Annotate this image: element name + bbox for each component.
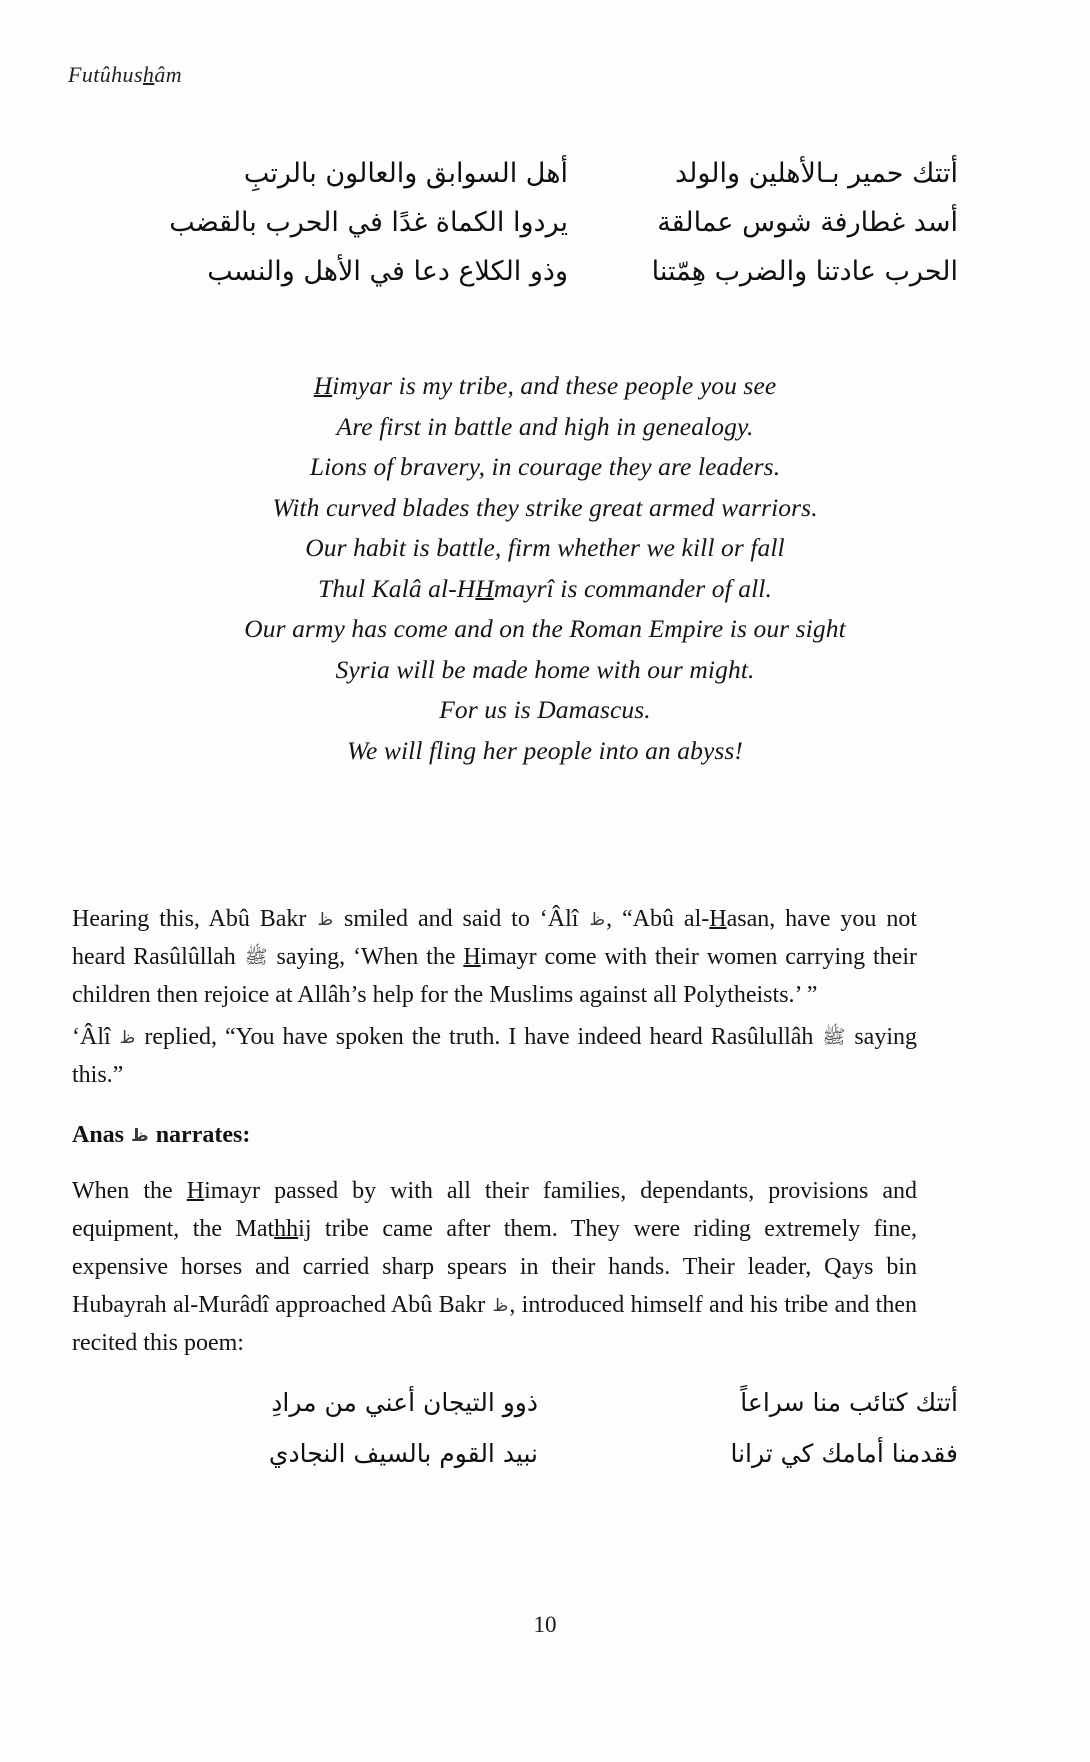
arabic-hemistich-right: فقدمنا أمامك كي ترانا <box>730 1439 958 1468</box>
radiyallahu-anhu-icon: ظ <box>317 910 334 930</box>
verse-line: Our habit is battle, firm whether we kill or fall <box>305 533 785 562</box>
verse-line: Himyar is my tribe, and these people you see <box>313 371 777 400</box>
verse-line: We will fling her people into an abyss! <box>346 735 744 765</box>
radiyallahu-anhu-icon: ظ <box>119 1028 136 1048</box>
arabic-hemistich-left: وذو الكلاع دعا في الأهل والنسب <box>207 256 568 287</box>
running-head <box>68 62 182 88</box>
radiyallahu-anhu-icon: ظ <box>589 910 606 930</box>
arabic-hemistich-right: أسد غطارفة شوس عمالقة <box>657 207 958 238</box>
paragraph-hearing-this: Hearing this, Abû Bakr ظ smiled and said to ‘Âlî ظ, “Abû al-Hasan, have you not heard Rasûlûllah ﷺ saying, ‘When the Himayr come with their women carrying their children then rejoice at Allâh’s help for the Muslims against all Polytheists.’ ” <box>72 906 918 1008</box>
paragraph-when-the-himayr-passed: When the Himayr passed by with all their families, dependants, provisions and equipment, the Mathhij tribe came after them. They were riding extremely fine, expensive horses and carried sharp spears in their hands. Their leader, Qays bin Hubayrah al-Murâdî approached Abû Bakr ظ, introduced himself and his tribe and then recited this poem: <box>72 1178 917 1356</box>
arabic-verse-line <box>78 1441 958 1466</box>
verse-line: Are first in battle and high in genealogy. <box>336 411 754 441</box>
verse-line: Our army has come and on the Roman Empire is our sight <box>244 614 846 643</box>
underlined-transliteration: H <box>709 906 727 932</box>
arabic-verse-line <box>78 209 958 236</box>
underlined-transliteration: H <box>463 944 481 970</box>
underlined-transliteration: H <box>186 1178 205 1204</box>
section-heading-anas-narrates: Anas ظ narrates: <box>72 1122 251 1148</box>
arabic-hemistich-right: الحرب عادتنا والضرب هِمّتنا <box>651 256 958 287</box>
arabic-verse-line <box>78 160 958 187</box>
arabic-hemistich-right: أتتك كتائب منا سراعاً <box>740 1388 958 1417</box>
radiyallahu-anhu-icon: ظ <box>131 1126 149 1146</box>
verse-line: For us is Damascus. <box>439 695 651 724</box>
page-number <box>0 1612 1090 1638</box>
verse-line: With curved blades they strike great armed warriors. <box>272 492 818 522</box>
arabic-hemistich-left: أهل السوابق والعالون بالرتبِ <box>243 158 568 189</box>
underlined-transliteration: hh <box>274 1216 299 1242</box>
running-head-text: Futûhushâm <box>68 62 183 87</box>
arabic-hemistich-left: ذوو التيجان أعني من مرادِ <box>271 1388 538 1417</box>
sallallahu-alayhi-wasallam-icon: ﷺ <box>822 1026 846 1048</box>
paragraph-ali-replied: ‘Âlî ظ replied, “You have spoken the truth. I have indeed heard Rasûlullâh ﷺ saying this.” <box>72 1024 917 1088</box>
page-number-text: 10 <box>533 1612 557 1637</box>
arabic-hemistich-left: يردوا الكماة غدًا في الحرب بالقضب <box>169 207 568 238</box>
verse-line: Thul Kalâ al-HHmayrî is commander of all. <box>318 573 772 603</box>
english-verse-translation <box>0 366 1090 771</box>
arabic-poem-2 <box>78 1390 958 1492</box>
arabic-verse-line <box>78 258 958 285</box>
radiyallahu-anhu-icon: ظ <box>492 1296 509 1316</box>
verse-line: Lions of bravery, in courage they are leaders. <box>309 452 781 481</box>
verse-line: Syria will be made home with our might. <box>335 654 755 684</box>
arabic-hemistich-right: أتتك حمير بـالأهلين والولد <box>674 158 958 189</box>
arabic-poem-1 <box>78 160 958 307</box>
arabic-verse-line <box>78 1390 958 1415</box>
arabic-hemistich-left: نبيد القوم بالسيف النجادي <box>268 1439 538 1468</box>
sallallahu-alayhi-wasallam-icon: ﷺ <box>244 946 268 968</box>
